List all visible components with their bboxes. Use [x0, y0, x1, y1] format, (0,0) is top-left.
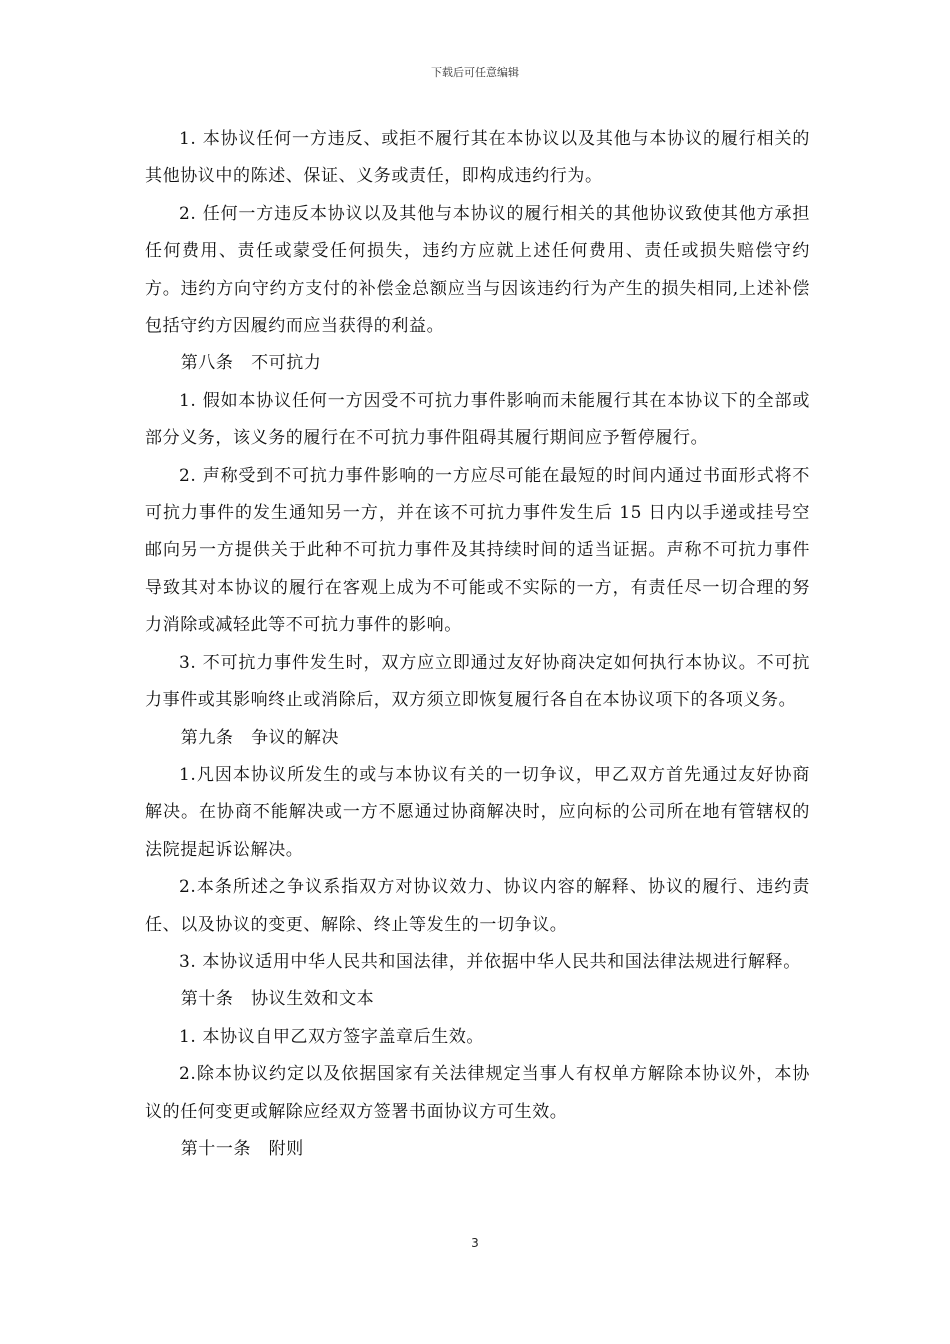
page-number: 3: [471, 1236, 479, 1250]
clause-paragraph: 1.凡因本协议所发生的或与本协议有关的一切争议，甲乙双方首先通过友好协商解决。在协商不能解决或一方不愿通过协商解决时，应向标的公司所在地有管辖权的法院提起诉讼解决。: [145, 764, 810, 860]
article-heading: 第十一条 附则: [180, 1138, 304, 1159]
clause-paragraph: 2. 任何一方违反本协议以及其他与本协议的履行相关的其他协议致使其他方承担任何费用、责任或蒙受任何损失，违约方应就上述任何费用、责任或损失赔偿守约方。违约方向守约方支付的补偿金总额应当与因该违约行为产生的损失相同,上述补偿包括守约方因履约而应当获得的利益。: [145, 203, 810, 337]
clause-paragraph: 2.除本协议约定以及依据国家有关法律规定当事人有权单方解除本协议外，本协议的任何变更或解除应经双方签署书面协议方可生效。: [145, 1064, 810, 1122]
clause-paragraph: 2. 声称受到不可抗力事件影响的一方应尽可能在最短的时间内通过书面形式将不可抗力事件的发生通知另一方，并在该不可抗力事件发生后 15 日内以手递或挂号空邮向另一方提供关于此种不可抗力事件及其持续时间的适当证据。声称不可抗力事件导致其对本协议的履行在客观上成为不可能或不实际的一方，有责任尽一切合理的努力消除或减轻此等不可抗力事件的影响。: [145, 465, 810, 636]
article-heading: 第九条 争议的解决: [180, 727, 340, 748]
clause-paragraph: 3. 本协议适用中华人民共和国法律，并依据中华人民共和国法律法规进行解释。: [179, 951, 801, 972]
clause-paragraph: 1. 本协议自甲乙双方签字盖章后生效。: [179, 1026, 485, 1047]
article-heading: 第八条 不可抗力: [180, 353, 322, 374]
clause-paragraph: 1. 本协议任何一方违反、或拒不履行其在本协议以及其他与本协议的履行相关的其他协议中的陈述、保证、义务或责任，即构成违约行为。: [145, 129, 810, 187]
clause-paragraph: 1. 假如本协议任何一方因受不可抗力事件影响而未能履行其在本协议下的全部或部分义务，该义务的履行在不可抗力事件阻碍其履行期间应予暂停履行。: [145, 390, 810, 449]
article-heading: 第十条 协议生效和文本: [180, 989, 375, 1010]
page-header: 下载后可任意编辑: [431, 66, 519, 79]
clause-paragraph: 2.本条所述之争议系指双方对协议效力、协议内容的解释、协议的履行、违约责任、以及协议的变更、解除、终止等发生的一切争议。: [145, 877, 810, 935]
clause-paragraph: 3. 不可抗力事件发生时，双方应立即通过友好协商决定如何执行本协议。不可抗力事件或其影响终止或消除后，双方须立即恢复履行各自在本协议项下的各项义务。: [145, 652, 810, 711]
document-body: [145, 121, 810, 1168]
